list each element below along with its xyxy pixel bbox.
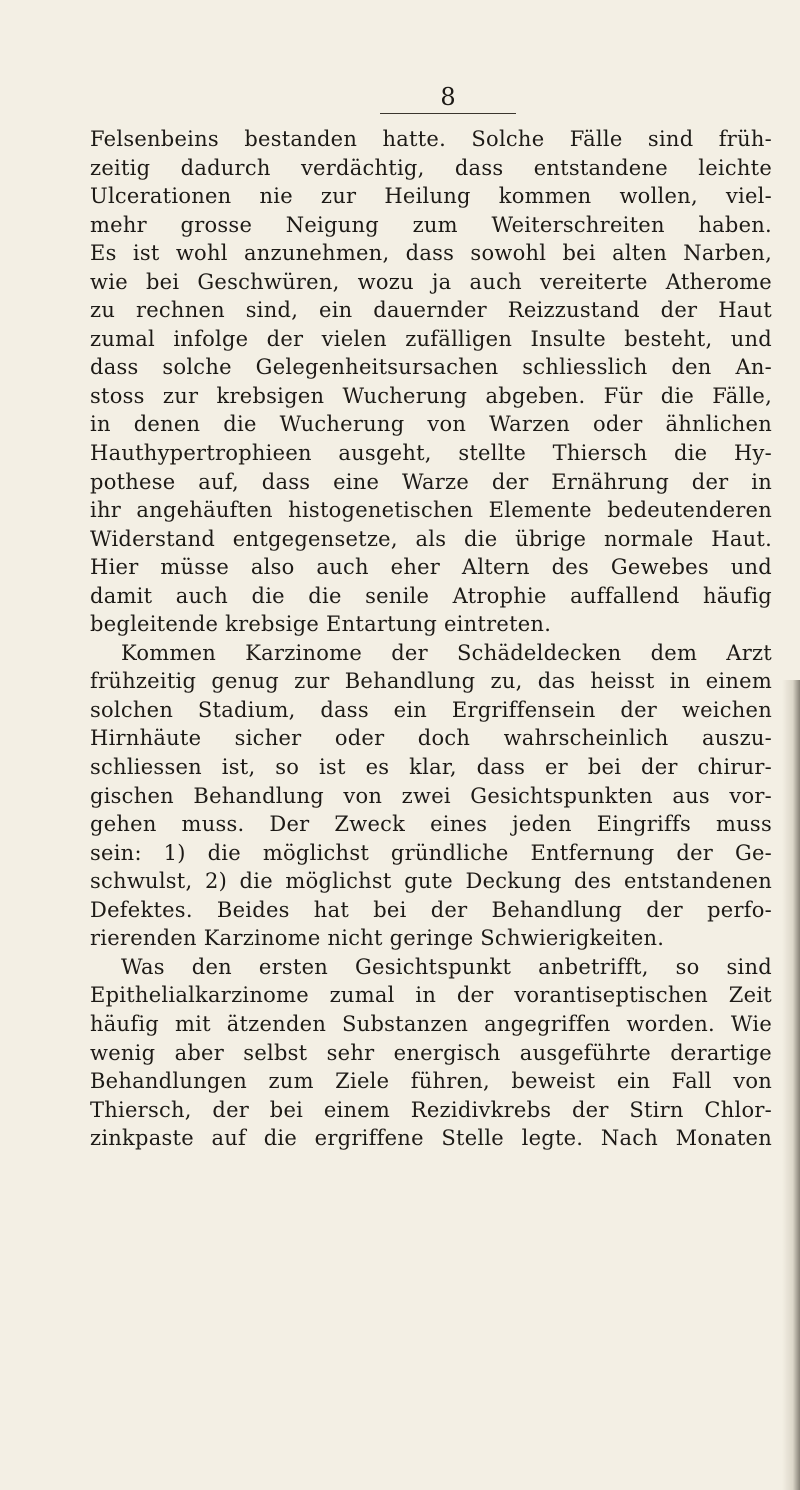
paragraph-3 <box>90 953 772 1153</box>
text-line: zeitig dadurch verdächtig, dass entstandene leichte <box>90 155 772 180</box>
text-line: rierenden Karzinome nicht geringe Schwierigkeiten. <box>90 926 665 951</box>
text-line: zumal infolge der vielen zufälligen Insulte besteht, und <box>90 326 772 351</box>
text-line: frühzeitig genug zur Behandlung zu, das heisst in einem <box>90 669 772 694</box>
text-line: gehen muss. Der Zweck eines jeden Eingriffs muss <box>90 812 772 837</box>
text-line: zinkpaste auf die ergriffene Stelle legte. Nach Monaten <box>90 1126 772 1151</box>
text-line: Felsenbeins bestanden hatte. Solche Fälle sind früh- <box>90 127 772 151</box>
text-line: Was den ersten Gesichtspunkt anbetrifft, so sind <box>121 954 772 979</box>
body-text <box>90 125 772 1153</box>
text-line: begleitende krebsige Entartung eintreten. <box>90 612 552 637</box>
text-line: Hirnhäute sicher oder doch wahrscheinlich auszu- <box>90 726 772 751</box>
text-line: schwulst, 2) die möglichst gute Deckung des entstandenen <box>90 869 772 894</box>
text-line: dass solche Gelegenheitsursachen schliesslich den An- <box>90 355 772 380</box>
text-line: Hauthypertrophieen ausgeht, stellte Thiersch die Hy- <box>90 441 772 466</box>
text-line: schliessen ist, so ist es klar, dass er bei der chirur- <box>90 755 772 780</box>
text-line: solchen Stadium, dass ein Ergriffensein der weichen <box>90 697 772 722</box>
text-line: Kommen Karzinome der Schädeldecken dem Arzt <box>121 640 772 665</box>
text-line: pothese auf, dass eine Warze der Ernährung der in <box>90 469 772 494</box>
text-line: in denen die Wucherung von Warzen oder ähnlichen <box>90 412 772 437</box>
text-line: wenig aber selbst sehr energisch ausgeführte derartige <box>90 1040 772 1065</box>
text-line: Es ist wohl anzunehmen, dass sowohl bei alten Narben, <box>90 241 772 266</box>
text-line: gischen Behandlung von zwei Gesichtspunkten aus vor- <box>90 783 772 808</box>
paragraph-2 <box>90 639 772 953</box>
text-line: Widerstand entgegensetze, als die übrige normale Haut. <box>90 526 772 551</box>
text-line: Hier müsse also auch eher Altern des Gewebes und <box>90 555 772 580</box>
page-number: 8 <box>380 84 515 114</box>
text-line: Ulcerationen nie zur Heilung kommen wollen, viel- <box>90 184 772 209</box>
page-edge-shadow <box>782 680 800 1490</box>
text-line: damit auch die die senile Atrophie auffallend häufig <box>90 583 772 608</box>
text-line: ihr angehäuften histogenetischen Elemente bedeutenderen <box>90 498 772 523</box>
text-line: häufig mit ätzenden Substanzen angegriffen worden. Wie <box>90 1011 772 1036</box>
text-line: wie bei Geschwüren, wozu ja auch vereiterte Atherome <box>90 269 772 294</box>
page-header <box>0 84 800 114</box>
text-line: Behandlungen zum Ziele führen, beweist ein Fall von <box>90 1069 772 1094</box>
text-line: stoss zur krebsigen Wucherung abgeben. Für die Fälle, <box>90 383 772 408</box>
text-line: Thiersch, der bei einem Rezidivkrebs der Stirn Chlor- <box>90 1097 772 1122</box>
text-line: sein: 1) die möglichst gründliche Entfernung der Ge- <box>90 840 772 865</box>
paragraph-1 <box>90 125 772 639</box>
text-line: zu rechnen sind, ein dauernder Reizzustand der Haut <box>90 298 772 323</box>
text-line: Defektes. Beides hat bei der Behandlung der perfo- <box>90 897 772 922</box>
text-line: Epithelialkarzinome zumal in der vorantiseptischen Zeit <box>90 983 772 1008</box>
text-line: mehr grosse Neigung zum Weiterschreiten haben. <box>90 212 772 237</box>
